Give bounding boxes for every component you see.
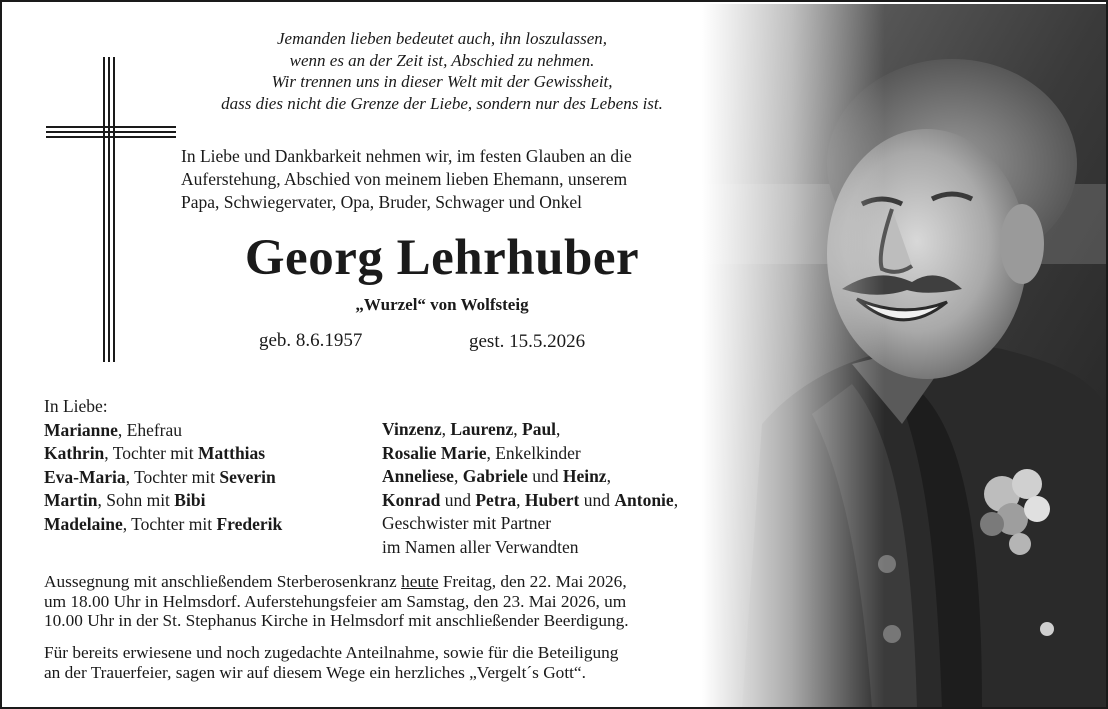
cross-icon: [42, 57, 182, 362]
quote-line: Wir trennen uns in dieser Welt mit der Gewissheit,: [271, 72, 613, 91]
siblings-label: Geschwister mit Partner: [382, 513, 552, 533]
intro-line: In Liebe und Dankbarkeit nehmen wir, im festen Glauben an die: [181, 146, 632, 166]
service-line: um 18.00 Uhr in Helmsdorf. Auferstehungsfeier am Samstag, den 23. Mai 2026, um: [44, 591, 627, 611]
mourner-row: Madelaine, Tochter mit Frederik: [44, 513, 283, 534]
service-line: Aussegnung mit anschließendem Sterberosenkranz heute Freitag, den 22. Mai 2026,: [44, 572, 627, 591]
siblings-line-1: Anneliese, Gabriele und Heinz,: [382, 466, 611, 486]
intro-line: Papa, Schwiegervater, Opa, Bruder, Schwager und Onkel: [181, 192, 582, 212]
quote-line: wenn es an der Zeit ist, Abschied zu nehmen.: [289, 50, 595, 70]
mourners-heading: In Liebe:: [44, 396, 108, 416]
mourners-list-left: [44, 395, 282, 536]
service-info: [44, 572, 744, 631]
siblings-line-2: Konrad und Petra, Hubert und Antonie,: [382, 489, 679, 510]
mourner-row: Marianne, Ehefrau: [44, 419, 183, 440]
thanks-line: an der Trauerfeier, sagen wir auf diesem Wege ein herzliches „Vergelt´s Gott“.: [44, 662, 586, 682]
birth-date: geb. 8.6.1957: [259, 330, 363, 351]
mourner-row: Eva-Maria, Tochter mit Severin: [44, 466, 276, 487]
intro-line: Auferstehung, Abschied von meinem lieben Ehemann, unserem: [181, 169, 628, 189]
thanks-line: Für bereits erwiesene und noch zugedachte Anteilnahme, sowie für die Beteiligung: [44, 643, 619, 662]
portrait-image: [702, 4, 1108, 709]
deceased-name: Georg Lehrhuber: [244, 230, 640, 286]
service-line: 10.00 Uhr in der St. Stephanus Kirche in Helmsdorf mit anschließender Beerdigung.: [44, 611, 629, 630]
deceased-nickname: „Wurzel“ von Wolfsteig: [355, 295, 529, 314]
memorial-quote: [152, 28, 732, 114]
relatives-label: im Namen aller Verwandten: [382, 536, 579, 557]
portrait-photo: [702, 4, 1108, 709]
mourner-row: Martin, Sohn mit Bibi: [44, 490, 206, 510]
mourner-row: Kathrin, Tochter mit Matthias: [44, 443, 266, 463]
grandchildren-line-2: Rosalie Marie, Enkelkinder: [382, 442, 581, 463]
quote-line: Jemanden lieben bedeutet auch, ihn loszulassen,: [276, 29, 607, 48]
today-underlined: heute: [401, 572, 439, 591]
mourners-list-right: [382, 418, 678, 559]
death-date: gest. 15.5.2026: [469, 331, 586, 352]
grandchildren-line-1: Vinzenz, Laurenz, Paul,: [382, 419, 561, 439]
thanks-text: [44, 643, 744, 682]
quote-line: dass dies nicht die Grenze der Liebe, sondern nur des Lebens ist.: [221, 93, 663, 113]
intro-text: [181, 145, 721, 214]
